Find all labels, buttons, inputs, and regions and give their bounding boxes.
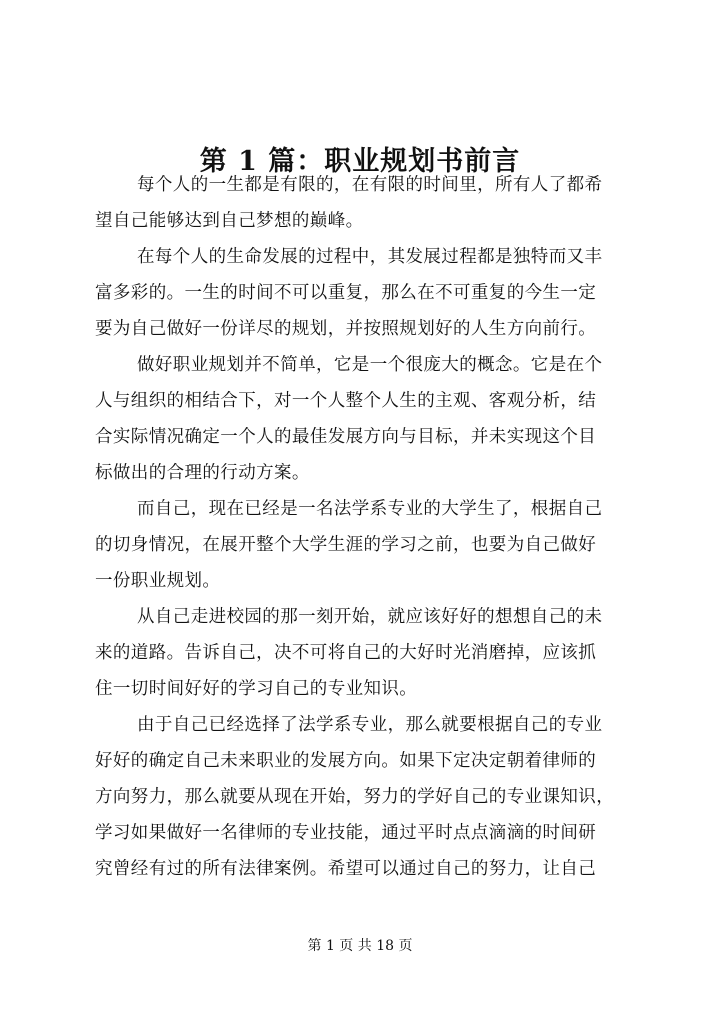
paragraph-line: 富多彩的。一生的时间不可以重复，那么在不可重复的今生一定: [95, 283, 597, 303]
paragraph-line: 方向努力，那么就要从现在开始，努力的学好自己的专业课知识，: [95, 787, 615, 807]
paragraph-line: 从自己走进校园的那一刻开始，就应该好好的想想自己的未: [137, 607, 603, 627]
paragraph-6: [95, 707, 635, 887]
paragraph-line: 究曾经有过的所有法律案例。希望可以通过自己的努力，让自己: [95, 859, 597, 879]
paragraph-line: 望自己能够达到自己梦想的巅峰。: [95, 211, 364, 231]
paragraph-line: 要为自己做好一份详尽的规划，并按照规划好的人生方向前行。: [95, 319, 597, 339]
paragraph-line: 学习如果做好一名律师的专业技能，通过平时点点滴滴的时间研: [95, 823, 597, 843]
page-title: 第 1 篇：职业规划书前言: [199, 146, 521, 178]
paragraph-line: 而自己，现在已经是一名法学系专业的大学生了，根据自己: [137, 499, 603, 519]
paragraph-line: 人与组织的相结合下，对一个人整个人生的主观、客观分析，结: [95, 391, 597, 411]
paragraph-3: [95, 347, 635, 491]
paragraph-5: [95, 599, 635, 707]
paragraph-4: [95, 491, 635, 599]
paragraph-line: 标做出的合理的行动方案。: [95, 463, 310, 483]
paragraph-line: 好好的确定自己未来职业的发展方向。如果下定决定朝着律师的: [95, 751, 597, 771]
paragraph-line: 由于自己已经选择了法学系专业，那么就要根据自己的专业: [137, 715, 603, 735]
paragraph-1: [95, 167, 635, 239]
paragraph-line: 每个人的一生都是有限的，在有限的时间里，所有人了都希: [137, 175, 603, 195]
paragraph-line: 来的道路。告诉自己，决不可将自己的大好时光消磨掉，应该抓: [95, 643, 597, 663]
page-number-footer: 第 1 页 共 18 页: [307, 938, 413, 954]
paragraph-2: [95, 239, 635, 347]
paragraph-line: 在每个人的生命发展的过程中，其发展过程都是独特而又丰: [137, 247, 603, 267]
paragraph-line: 做好职业规划并不简单，它是一个很庞大的概念。它是在个: [137, 355, 603, 375]
document-body: [95, 167, 635, 887]
paragraph-line: 合实际情况确定一个人的最佳发展方向与目标，并未实现这个目: [95, 427, 597, 447]
paragraph-line: 住一切时间好好的学习自己的专业知识。: [95, 679, 418, 699]
paragraph-line: 的切身情况，在展开整个大学生涯的学习之前，也要为自己做好: [95, 535, 597, 555]
paragraph-line: 一份职业规划。: [95, 571, 221, 591]
